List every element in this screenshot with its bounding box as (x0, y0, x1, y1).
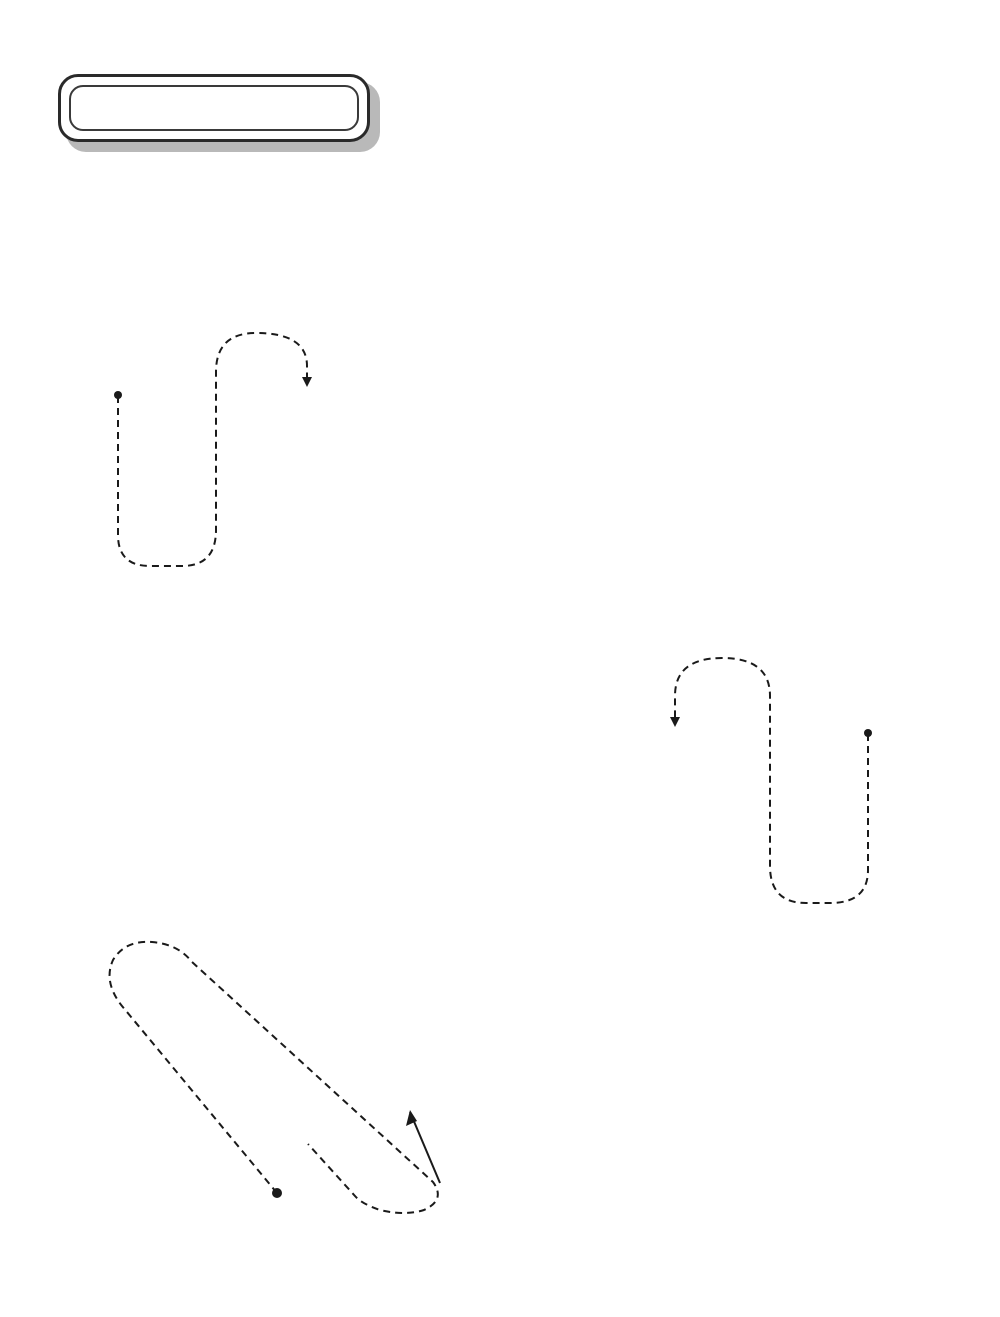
bottom-row-arrow-line (410, 1112, 440, 1183)
bottom-row-guide-path[interactable] (110, 942, 438, 1213)
top-row-start-dot (114, 391, 122, 399)
top-row-guide-path[interactable] (118, 333, 307, 566)
bottom-row-start-dot (272, 1188, 282, 1198)
middle-row-start-dot (864, 729, 872, 737)
middle-row-guide-path[interactable] (675, 658, 868, 903)
